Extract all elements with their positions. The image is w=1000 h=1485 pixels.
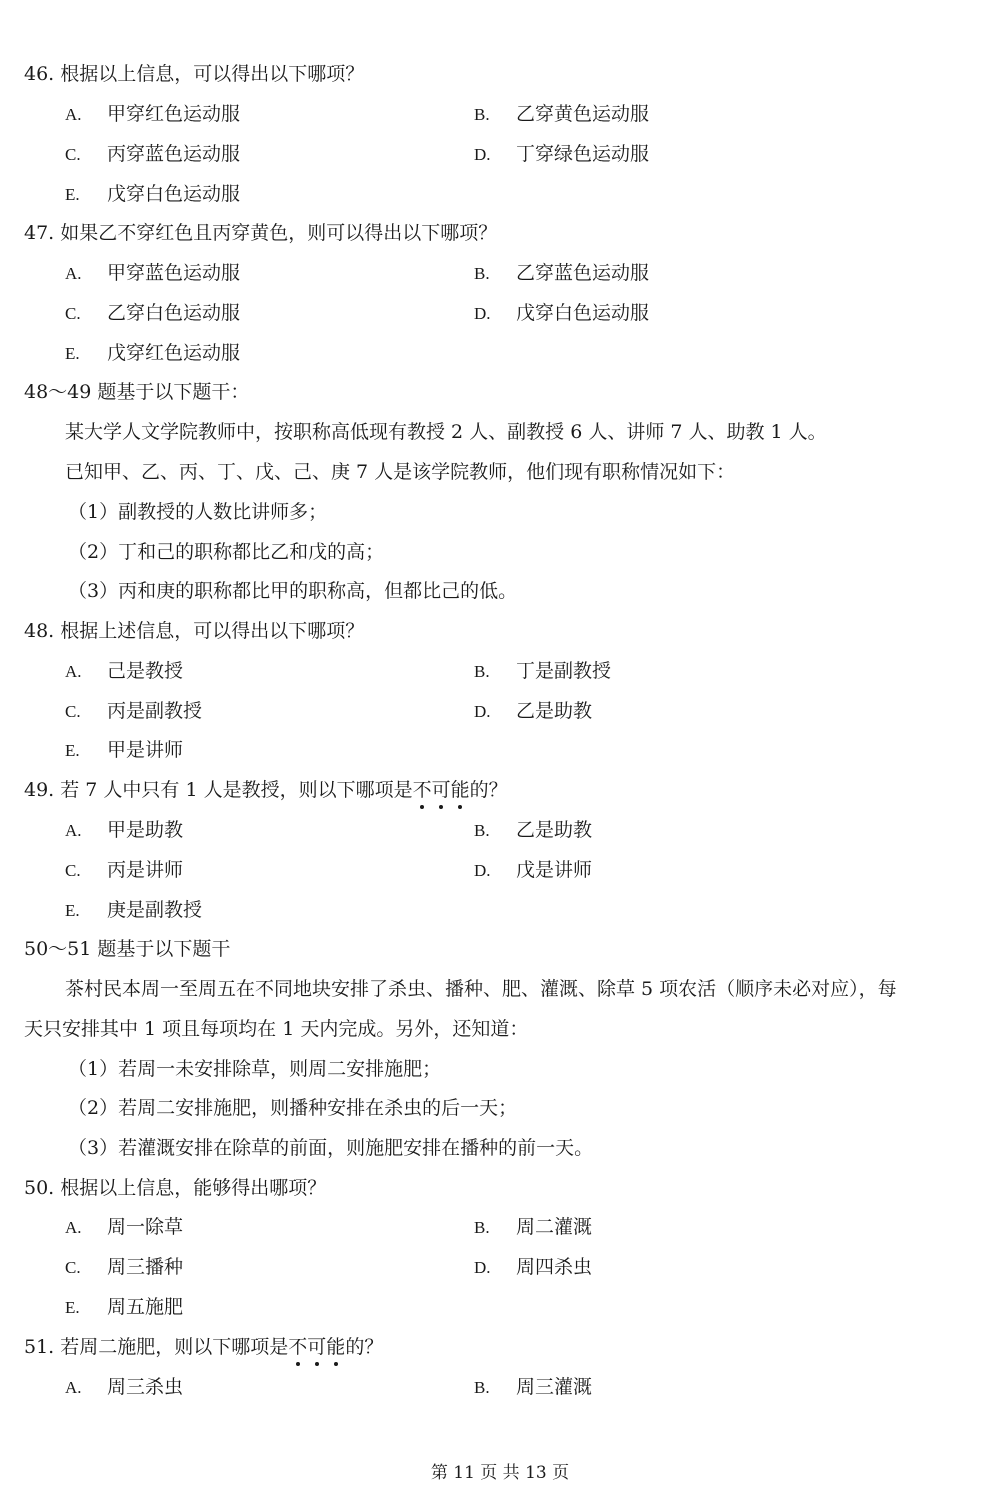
option-letter: B.	[474, 1218, 490, 1237]
option-letter: D.	[474, 861, 491, 880]
option-text: 甲是助教	[107, 819, 184, 841]
question-47-option-b	[474, 261, 649, 286]
option-text: 戊穿红色运动服	[107, 342, 241, 364]
question-48-option-d	[474, 699, 592, 724]
option-letter: A.	[65, 264, 82, 283]
option-letter: A.	[65, 821, 82, 840]
condition-item: （3）丙和庚的职称都比甲的职称高，但都比己的低。	[68, 580, 518, 602]
option-letter: C.	[65, 861, 81, 880]
condition-item: （2）若周二安排施肥，则播种安排在杀虫的后一天；	[68, 1097, 518, 1119]
option-text: 周四杀虫	[516, 1256, 593, 1278]
option-text: 乙穿蓝色运动服	[516, 262, 650, 284]
option-letter: E.	[65, 741, 80, 760]
question-46-option-c	[65, 142, 240, 167]
emphasis-char: 可	[431, 779, 451, 801]
question-51-prompt	[24, 1335, 383, 1359]
question-50-option-b	[474, 1215, 592, 1240]
emphasis-char: 不	[412, 779, 432, 801]
condition-item: （2）丁和己的职称都比乙和戊的高；	[68, 541, 385, 563]
question-46-option-e	[65, 182, 240, 207]
question-49-option-d	[474, 858, 592, 883]
option-text: 戊是讲师	[516, 859, 593, 881]
option-text: 周三灌溉	[516, 1376, 593, 1398]
question-48-prompt: 48. 根据上述信息，可以得出以下哪项？	[24, 620, 365, 642]
option-text: 丁是副教授	[516, 660, 612, 682]
option-text: 戊穿白色运动服	[516, 302, 650, 324]
question-46-option-d	[474, 142, 649, 167]
option-letter: E.	[65, 1298, 80, 1317]
option-letter: A.	[65, 662, 82, 681]
group-48-49-heading: 48～49 题基于以下题干：	[24, 381, 250, 403]
question-51-option-a	[65, 1375, 183, 1400]
option-letter: D.	[474, 1258, 491, 1277]
option-text: 乙是助教	[516, 700, 593, 722]
question-51-option-b	[474, 1375, 592, 1400]
option-text: 庚是副教授	[107, 899, 203, 921]
condition-item: （1）副教授的人数比讲师多；	[68, 501, 328, 523]
group-48-49-intro: 已知甲、乙、丙、丁、戊、己、庚 7 人是该学院教师，他们现有职称情况如下：	[65, 461, 736, 483]
question-50-prompt: 50. 根据以上信息，能够得出哪项？	[24, 1177, 327, 1199]
question-48-option-e	[65, 738, 183, 763]
option-text: 戊穿白色运动服	[107, 183, 241, 205]
question-49-option-e	[65, 898, 202, 923]
question-50-option-e	[65, 1295, 183, 1320]
option-letter: D.	[474, 304, 491, 323]
option-letter: C.	[65, 304, 81, 323]
prompt-text: 的？	[469, 779, 508, 801]
option-letter: B.	[474, 264, 490, 283]
group-50-51-intro: 天只安排其中 1 项且每项均在 1 天内完成。另外，还知道：	[24, 1018, 529, 1040]
option-letter: D.	[474, 145, 491, 164]
prompt-text: 51. 若周二施肥，则以下哪项是	[24, 1336, 289, 1358]
option-text: 丁穿绿色运动服	[516, 143, 650, 165]
option-letter: D.	[474, 702, 491, 721]
option-text: 己是教授	[107, 660, 184, 682]
prompt-text: 49. 若 7 人中只有 1 人是教授，则以下哪项是	[24, 779, 413, 801]
option-letter: A.	[65, 1218, 82, 1237]
emphasis-char: 不	[288, 1336, 308, 1358]
option-letter: C.	[65, 1258, 81, 1277]
question-49-option-a	[65, 818, 183, 843]
option-text: 乙穿白色运动服	[107, 302, 241, 324]
option-text: 甲穿蓝色运动服	[107, 262, 241, 284]
option-letter: C.	[65, 145, 81, 164]
group-48-49-intro: 某大学人文学院教师中，按职称高低现有教授 2 人、副教授 6 人、讲师 7 人、助教 1 人。	[65, 421, 827, 443]
question-48-option-c	[65, 699, 202, 724]
option-text: 周一除草	[107, 1216, 184, 1238]
option-letter: B.	[474, 821, 490, 840]
question-49-option-c	[65, 858, 183, 883]
emphasis-char: 能	[326, 1336, 346, 1358]
page-number: 第 11 页 共 13 页	[430, 1463, 570, 1483]
option-text: 甲穿红色运动服	[107, 103, 241, 125]
question-46-option-a	[65, 102, 240, 127]
condition-item: （3）若灌溉安排在除草的前面，则施肥安排在播种的前一天。	[68, 1137, 594, 1159]
option-letter: B.	[474, 662, 490, 681]
question-47-option-e	[65, 341, 240, 366]
question-46-prompt: 46. 根据以上信息，可以得出以下哪项？	[24, 63, 365, 85]
emphasis-char: 能	[450, 779, 470, 801]
question-47-option-c	[65, 301, 240, 326]
question-49-prompt	[24, 778, 508, 802]
option-letter: B.	[474, 1378, 490, 1397]
question-47-option-a	[65, 261, 240, 286]
group-50-51-intro: 茶村民本周一至周五在不同地块安排了杀虫、播种、肥、灌溉、除草 5 项农活（顺序未必对应），每	[65, 978, 897, 1000]
group-50-51-heading: 50～51 题基于以下题干	[24, 938, 231, 960]
option-text: 丙穿蓝色运动服	[107, 143, 241, 165]
option-text: 甲是讲师	[107, 739, 184, 761]
question-48-option-b	[474, 659, 611, 684]
question-46-option-b	[474, 102, 649, 127]
option-letter: E.	[65, 344, 80, 363]
question-50-option-d	[474, 1255, 592, 1280]
option-letter: B.	[474, 105, 490, 124]
option-letter: E.	[65, 901, 80, 920]
option-letter: C.	[65, 702, 81, 721]
option-letter: A.	[65, 1378, 82, 1397]
question-50-option-a	[65, 1215, 183, 1240]
option-text: 周五施肥	[107, 1296, 184, 1318]
option-text: 丙是讲师	[107, 859, 184, 881]
condition-item: （1）若周一未安排除草，则周二安排施肥；	[68, 1058, 442, 1080]
question-48-option-a	[65, 659, 183, 684]
option-letter: E.	[65, 185, 80, 204]
option-text: 周三播种	[107, 1256, 184, 1278]
option-text: 乙是助教	[516, 819, 593, 841]
option-text: 周二灌溉	[516, 1216, 593, 1238]
question-50-option-c	[65, 1255, 183, 1280]
emphasis-char: 可	[307, 1336, 327, 1358]
option-text: 周三杀虫	[107, 1376, 184, 1398]
question-47-prompt: 47. 如果乙不穿红色且丙穿黄色，则可以得出以下哪项？	[24, 222, 498, 244]
question-47-option-d	[474, 301, 649, 326]
option-text: 丙是副教授	[107, 700, 203, 722]
option-letter: A.	[65, 105, 82, 124]
question-49-option-b	[474, 818, 592, 843]
option-text: 乙穿黄色运动服	[516, 103, 650, 125]
prompt-text: 的？	[345, 1336, 384, 1358]
